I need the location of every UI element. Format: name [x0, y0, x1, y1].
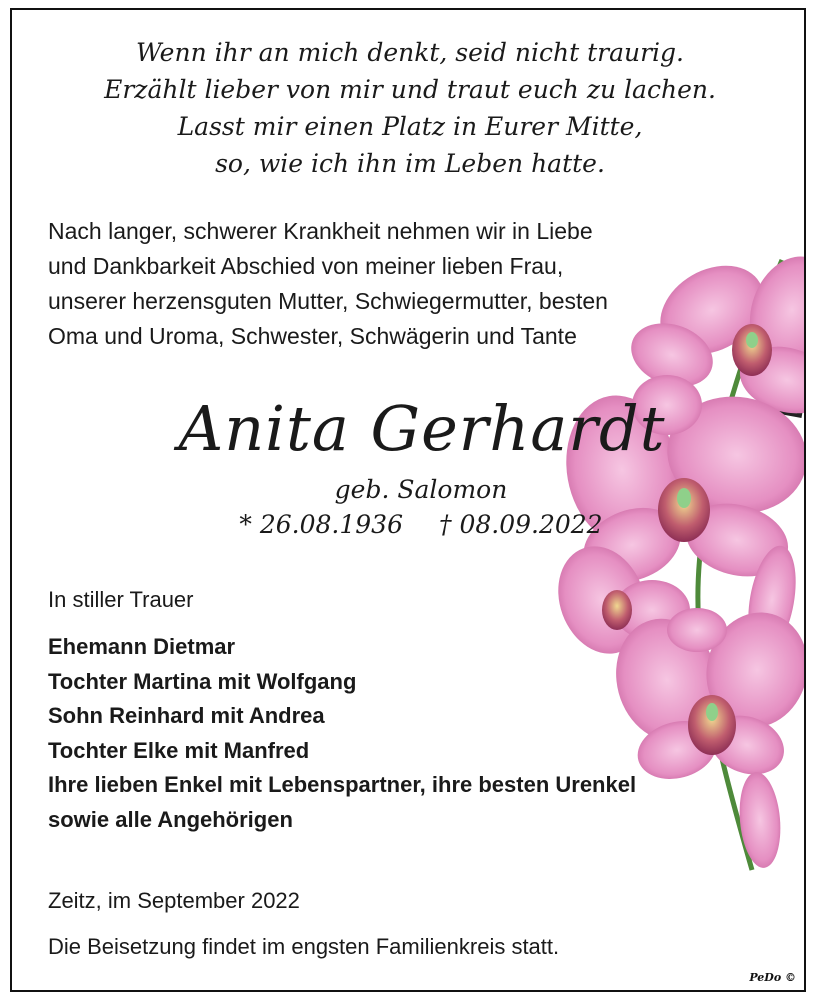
- maiden-name: geb. Salomon: [334, 475, 508, 504]
- mourner-item: Ihre lieben Enkel mit Lebenspartner, ihre besten Urenkel: [48, 772, 637, 797]
- poem-line: Wenn ihr an mich denkt, seid nicht traurig.: [136, 38, 684, 67]
- funeral-note: Die Beisetzung findet im engsten Familienkreis statt.: [48, 934, 560, 959]
- mourner-item: Sohn Reinhard mit Andrea: [48, 703, 325, 728]
- intro-line: Oma und Uroma, Schwester, Schwägerin und Tante: [48, 323, 577, 349]
- deceased-name: Anita Gerhardt: [178, 392, 666, 465]
- mourner-item: Ehemann Dietmar: [48, 634, 236, 659]
- place-date: Zeitz, im September 2022: [48, 888, 300, 913]
- death-date: † 08.09.2022: [439, 510, 603, 539]
- poem-line: so, wie ich ihn im Leben hatte.: [215, 149, 605, 178]
- intro-text: [48, 214, 768, 354]
- poem-line: Lasst mir einen Platz in Eurer Mitte,: [177, 112, 643, 141]
- intro-line: Nach langer, schwerer Krankheit nehmen wir in Liebe: [48, 218, 593, 244]
- signature-mark: PeDo ©: [749, 971, 796, 984]
- mourner-item: Tochter Elke mit Manfred: [48, 737, 310, 763]
- mourners-list: [48, 630, 788, 837]
- intro-line: und Dankbarkeit Abschied von meiner lieben Frau,: [48, 253, 564, 279]
- mourner-item: sowie alle Angehörigen: [48, 806, 293, 832]
- birth-date: * 26.08.1936: [239, 510, 403, 539]
- poem-line: Erzählt lieber von mir und traut euch zu lachen.: [104, 75, 716, 104]
- life-dates: [12, 510, 806, 540]
- intro-line: unserer herzensguten Mutter, Schwiegermutter, besten: [48, 288, 608, 314]
- obituary-frame: [10, 8, 806, 992]
- mourner-item: Tochter Martina mit Wolfgang: [48, 668, 357, 694]
- mourning-heading: In stiller Trauer: [48, 587, 194, 612]
